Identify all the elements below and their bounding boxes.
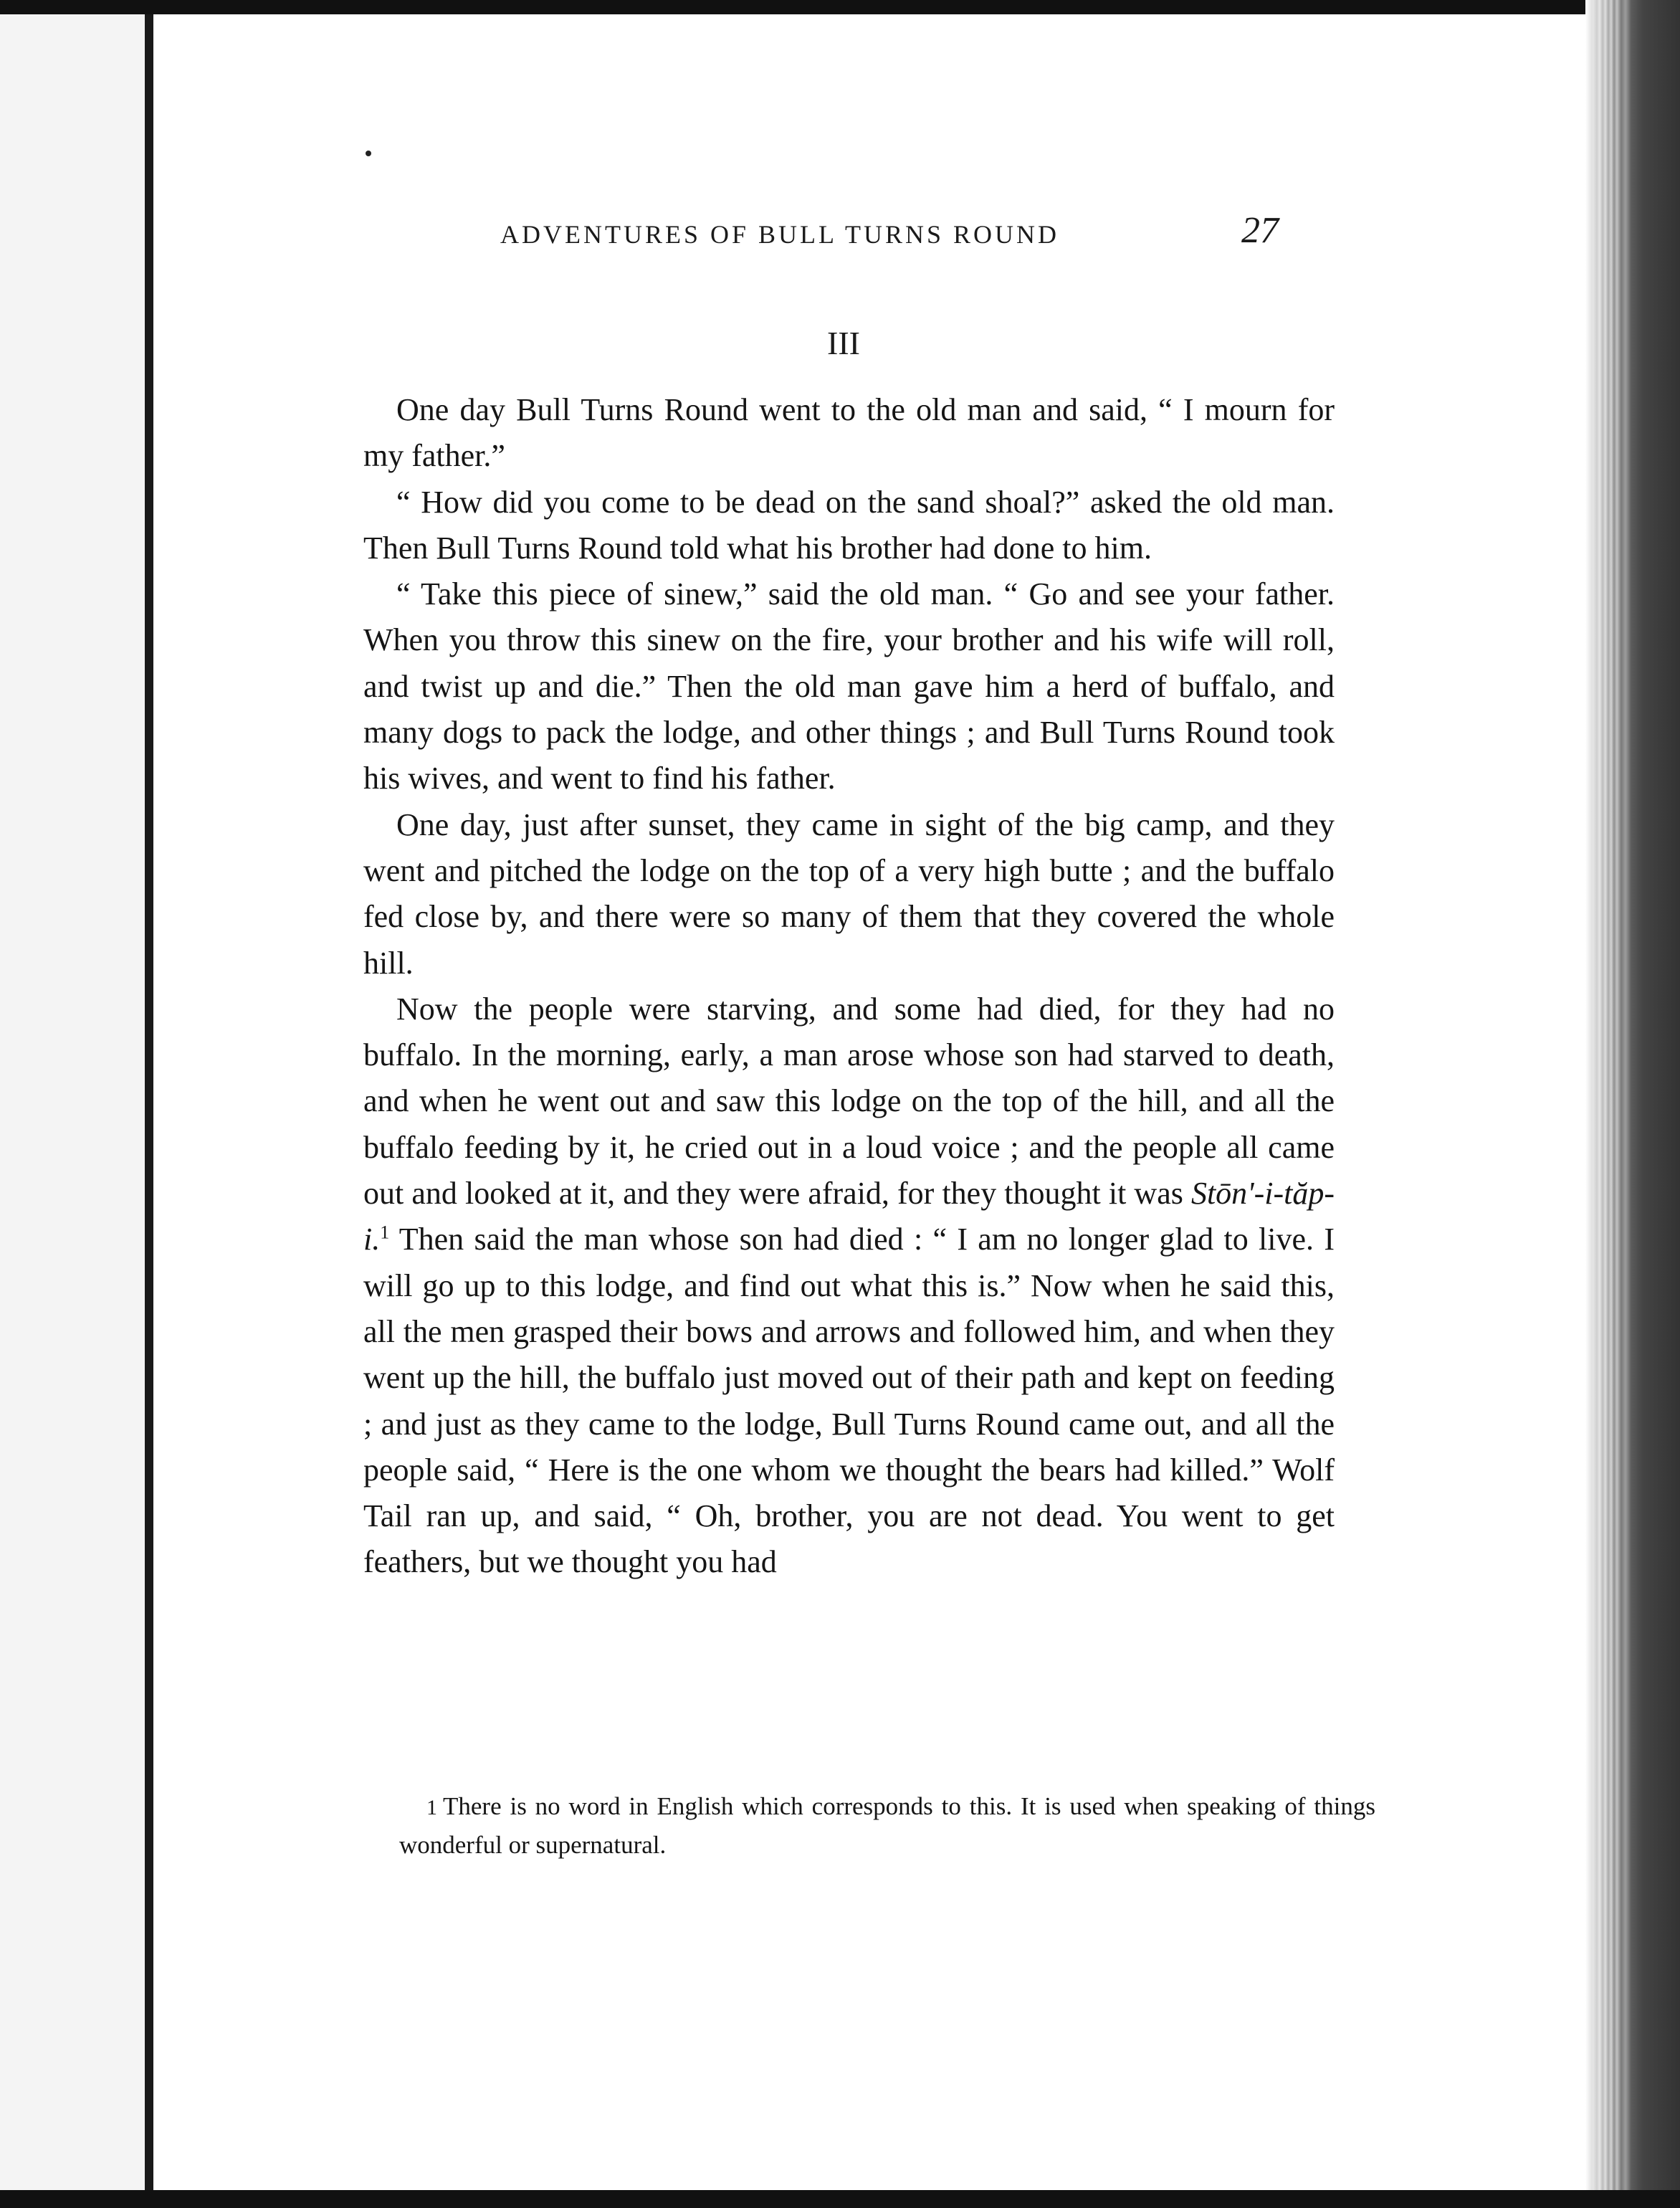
facing-page-edge [0,14,145,2208]
paragraph-text: Then said the man whose son had died : “ I am no longer glad to live. I will go up to this lodge, and find out what this is.” Now when he said this, all the men grasped their bows and arrows and followed him, and when they went up the hill, the buffalo just moved out of their path and kept on feeding ; and just as they came to the lodge, Bull Turns Round came out, and all the people said, “ Here is the one whom we thought the bears had killed.” Wolf Tail ran up, and said, “ Oh, brother, you are not dead. You went to get feathers, but we thought you had [363,1222,1335,1580]
ink-speck [366,151,371,156]
section-numeral: III [827,325,860,361]
footnote [399,1788,1375,1864]
page-number: 27 [1241,210,1279,251]
scan-bottom-border [0,2190,1680,2208]
paragraph-with-footnote [363,986,1335,1586]
running-header [153,209,1585,260]
paragraph: One day, just after sunset, they came in sight of the big camp, and they went and pitched the lodge on the top of a very high butte ; and the buffalo fed close by, and there were so many of them that they covered the whole hill. [363,806,1335,981]
footnote-text: There is no word in English which corresponds to this. It is used when speaking of things wonderful or supernatural. [399,1792,1375,1859]
page-stack-edges [1593,0,1680,2208]
paragraph: “ How did you come to be dead on the sand shoal?” asked the old man. Then Bull Turns Round told what his brother had done to him. [363,484,1335,566]
body-text [363,387,1335,1586]
paragraph: “ Take this piece of sinew,” said the old man. “ Go and see your father. When you throw this sinew on the fire, your brother and his wife will roll, and twist up and die.” Then the old man gave him a herd of buffalo, and many dogs to pack the lodge, and other things ; and Bull Turns Round took his wives, and went to find his father. [363,576,1335,796]
book-page [153,14,1585,2190]
footnotes [399,1788,1375,1864]
paragraph-text: Now the people were starving, and some had died, for they had no buffalo. In the morning, early, a man arose whose son had starved to death, and when he went out and saw this lodge on the top of the hill, and all the buffalo feeding by it, he cried out in a loud voice ; and the people all came out and looked at it, and they were afraid, for they thought it was [363,991,1335,1212]
scan-top-border [0,0,1620,14]
italic-term: Stōn'-i-tăp-i. [363,1176,1335,1257]
footnote-mark: 1 [426,1796,437,1819]
running-title: ADVENTURES OF BULL TURNS ROUND [500,220,1060,249]
book-binding [145,14,153,2194]
paragraph: One day Bull Turns Round went to the old man and said, “ I mourn for my father.” [363,392,1335,474]
footnote-reference[interactable]: 1 [380,1222,390,1243]
